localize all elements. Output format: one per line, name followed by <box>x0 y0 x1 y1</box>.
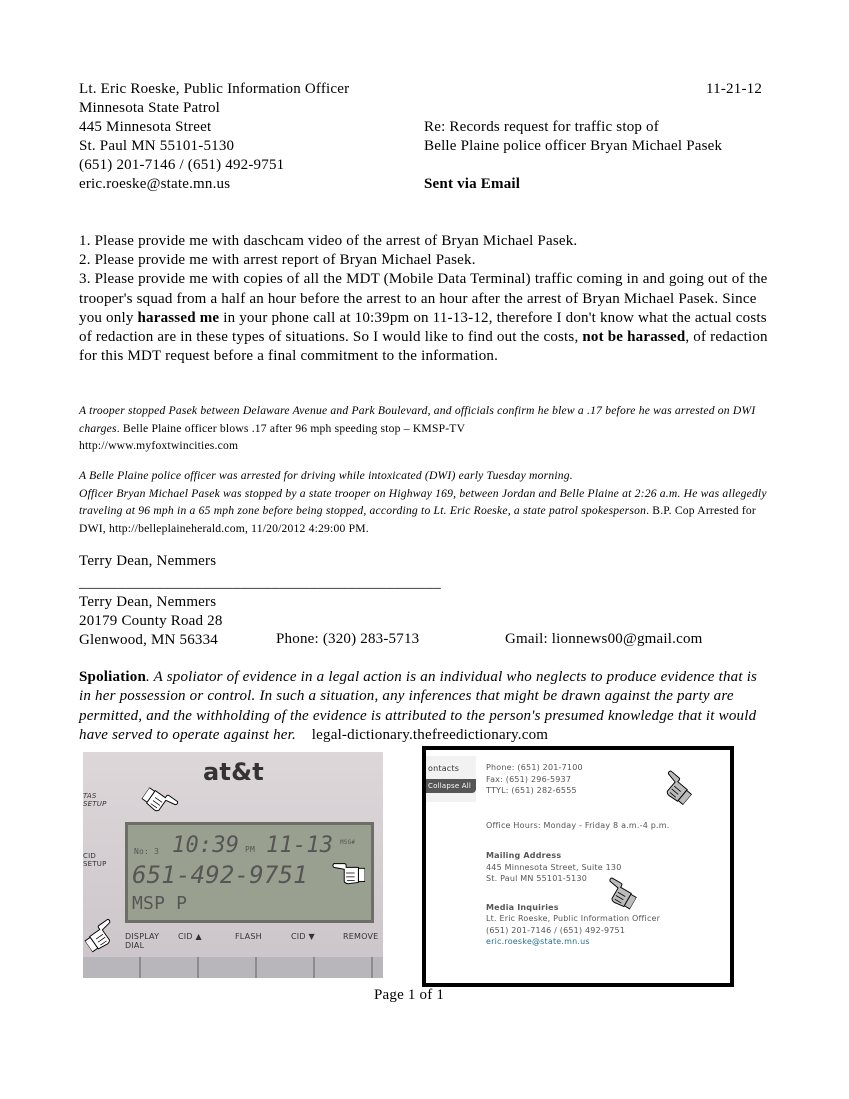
letter-date: 11-21-12 <box>706 81 763 97</box>
remove-label: REMOVE <box>343 932 379 941</box>
re-block <box>424 118 722 194</box>
spoliation-term: Spoliation <box>79 669 147 685</box>
cid-up-label: CID ▲ <box>178 932 202 941</box>
emphasis-harassed: harassed me <box>137 309 220 326</box>
display-dial-label: DISPLAY DIAL <box>125 932 160 950</box>
request-3-text: in your phone call at 10:39pm on 11-13-12, therefore I don't know what the actual costs of redaction are in these types of situations. So I would like to find out the costs, <box>79 309 767 346</box>
cid-setup-label: CID SETUP <box>83 852 107 868</box>
web-hours: Office Hours: Monday - Friday 8 a.m.-4 p.m. <box>486 820 670 830</box>
spoliation-source: legal-dictionary.thefreedictionary.com <box>311 726 549 743</box>
signer-name-top: Terry Dean, Nemmers <box>79 553 217 569</box>
quote-text: A trooper stopped Pasek between Delaware Avenue and Park Boulevard, and officials confirm he blew a .17 before he was arrested on DWI charges <box>79 404 756 435</box>
emphasis-not-harassed: not be harassed <box>582 329 686 346</box>
request-3 <box>79 270 771 366</box>
signer-city: Glenwood, MN 56334 <box>79 632 219 648</box>
quote-herald <box>79 467 779 537</box>
signer-street: 20179 County Road 28 <box>79 613 223 629</box>
page-number: Page 1 of 1 <box>374 987 445 1003</box>
request-2: 2. Please provide me with arrest report of Bryan Michael Pasek. <box>79 252 476 269</box>
request-3-text: 3. Please provide me with copies of all the MDT (Mobile Data Terminal) traffic coming in and going out of the trooper's squad from a half an hour before the arrest to an hour after the arrest of Bryan Michael Pasek. Since you only <box>79 271 768 326</box>
web-media-line: (651) 201-7146 / (651) 492-9751 <box>486 925 626 935</box>
att-logo: at&t <box>203 758 264 786</box>
re-line-1: Re: Records request for traffic stop of <box>424 119 659 135</box>
cid-down-label: CID ▼ <box>291 932 315 941</box>
web-media-email: eric.roeske@state.mn.us <box>486 937 590 946</box>
quote-text: Officer Bryan Michael Pasek was stopped by a state trooper on Highway 169, between Jordan and Belle Plaine at 2:26 a.m. He was allegedly traveling at 96 mph in a 65 mph zone before being stopped, according to Lt. Eric Roeske, a state patrol spokesperson <box>79 486 767 518</box>
pointing-hand-icon <box>331 860 365 888</box>
request-1: 1. Please provide me with daschcam video of the arrest of Bryan Michael Pasek. <box>79 233 578 249</box>
quote-url: http://www.myfoxtwincities.com <box>79 439 239 453</box>
sender-street: 445 Minnesota Street <box>79 119 212 135</box>
sender-email: eric.roeske@state.mn.us <box>79 176 231 192</box>
web-fax: Fax: (651) 296-5937 <box>486 774 572 784</box>
lcd-msg: MSG# <box>340 839 356 846</box>
sender-name: Lt. Eric Roeske, Public Information Officer <box>79 81 350 97</box>
re-line-2: Belle Plaine police officer Bryan Michael Pasek <box>424 138 723 154</box>
signer-phone: Phone: (320) 283-5713 <box>276 631 420 647</box>
quote-source: . B.P. Cop Arrested for DWI, http://belleplaineherald.com, 11/20/2012 4:29:00 PM. <box>79 504 756 535</box>
signer-email: Gmail: lionnews00@gmail.com <box>505 631 703 647</box>
request-3-text: , of redaction for this MDT request before a final commitment to the information. <box>79 329 768 365</box>
web-mailing-line: 445 Minnesota Street, Suite 130 <box>486 862 622 872</box>
lcd-caller-name: MSP P <box>132 893 188 914</box>
contacts-sidebar <box>426 756 476 802</box>
lcd-number-label: No: 3 <box>134 847 160 856</box>
tas-setup-label: TAS SETUP <box>83 792 107 808</box>
sender-org: Minnesota State Patrol <box>79 100 221 116</box>
phone-keys <box>83 957 383 978</box>
request-list <box>79 232 771 366</box>
spoliation-definition <box>79 668 769 745</box>
sender-phone: (651) 201-7146 / (651) 492-9751 <box>79 157 285 173</box>
lcd-ampm: PM <box>245 845 256 854</box>
web-mailing-line: St. Paul MN 55101-5130 <box>486 874 588 883</box>
web-ttyl: TTYL: (651) 282-6555 <box>486 786 577 795</box>
caller-id-photo <box>83 752 383 978</box>
flash-label: FLASH <box>235 932 262 941</box>
web-media-heading: Media Inquiries <box>486 902 559 912</box>
spoliation-text: . A spoliator of evidence in a legal action is an individual who neglects to produce evidence that is in her possession or control. In such a situation, any inferences that might be drawn against the party are permitted, and the withholding of the evidence is attributed to the person's presumed knowledge that it would have served to operate against her. <box>79 669 758 743</box>
web-phone: Phone: (651) 201-7100 <box>486 763 583 772</box>
quote-source: . Belle Plaine officer blows .17 after 96 mph speeding stop – KMSP-TV <box>116 421 466 435</box>
pointing-hand-icon <box>138 781 182 823</box>
contacts-tab: ontacts <box>428 764 460 773</box>
lcd-phone-number: 651-492-9751 <box>132 861 308 889</box>
sender-city: St. Paul MN 55101-5130 <box>79 138 235 154</box>
signature-rule: _______________________________________________ <box>79 575 441 591</box>
lcd-date: 11-13 <box>266 833 334 858</box>
web-mailing-heading: Mailing Address <box>486 851 562 860</box>
collapse-all-button: Collapse All <box>426 779 476 793</box>
contact-info <box>486 762 670 948</box>
lcd-time: 10:39 <box>172 833 240 858</box>
pointing-hand-icon <box>83 915 124 957</box>
quote-kmsp <box>79 402 779 455</box>
sender-block <box>79 80 349 194</box>
signer-name: Terry Dean, Nemmers <box>79 594 217 610</box>
contact-web-screenshot <box>422 746 734 987</box>
quote-text: A Belle Plaine police officer was arrested for driving while intoxicated (DWI) early Tuesday morning. <box>79 469 573 482</box>
web-media-line: Lt. Eric Roeske, Public Information Officer <box>486 914 661 923</box>
sent-via: Sent via Email <box>424 176 521 192</box>
